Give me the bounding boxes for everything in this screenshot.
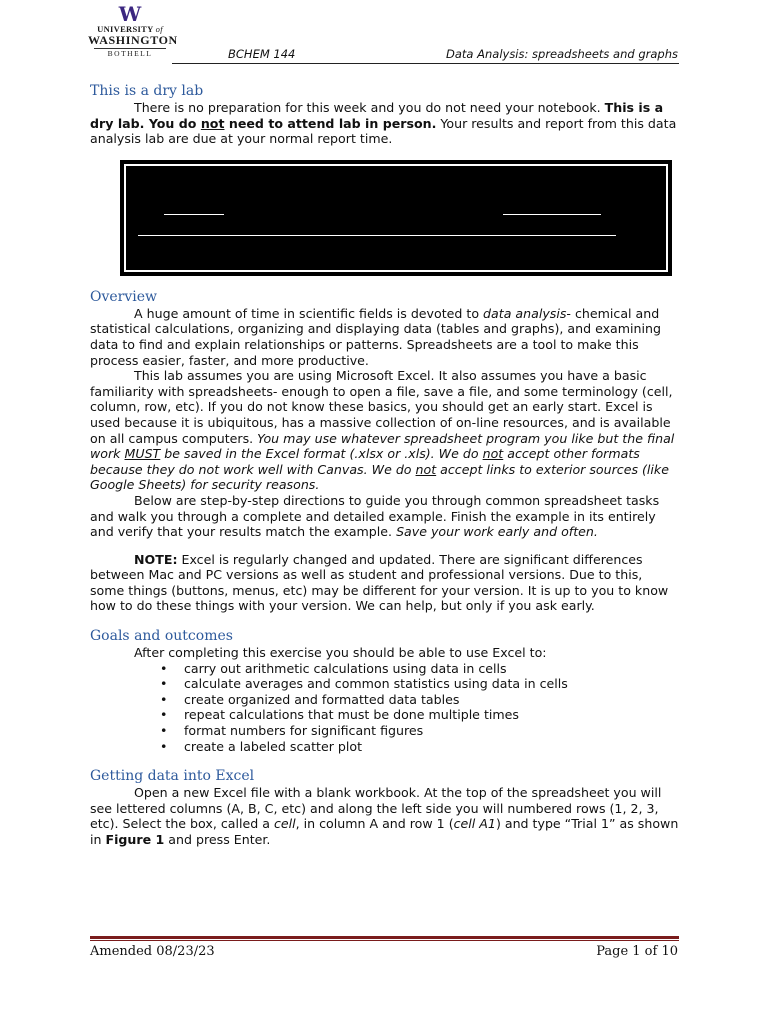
redacted-block-border: [124, 164, 668, 272]
getting-data-text-4: and press Enter.: [164, 832, 271, 847]
getting-data-text-3: ) and type “Trial 1” as shown in: [90, 816, 679, 847]
note-paragraph: [90, 552, 679, 614]
dry-lab-text-3: need to attend lab in person.: [224, 115, 437, 131]
goals-list-item: • calculate averages and common statistics using data in cells: [160, 676, 679, 692]
overview-p2-text-3: be saved in the Excel format (.xlsx or .xls). We do: [160, 446, 483, 462]
heading-overview: Overview: [90, 288, 158, 305]
uw-bothell-logo: [88, 2, 178, 59]
heading-goals: Goals and outcomes: [90, 628, 233, 645]
getting-data-cell-a1-italic: cell A1: [453, 816, 496, 832]
getting-data-figure-ref: Figure 1: [105, 832, 165, 847]
header-course-code: BCHEM 144: [228, 47, 296, 61]
overview-p2-text-4: accept other formats because they do not work well with Canvas. We do: [90, 446, 640, 477]
goals-intro: After completing this exercise you should be able to use Excel to:: [134, 645, 547, 661]
logo-line-bothell: BOTHELL: [94, 48, 166, 59]
goals-list-item: • repeat calculations that must be done multiple times: [160, 707, 679, 723]
goals-list: [90, 661, 679, 755]
overview-paragraph-1: [90, 306, 679, 368]
overview-p2-text-1: This lab assumes you are using Microsoft Excel. It also assumes you have a basic familiarity with spreadsheets- enough to open a file, save a file, and some terminology (cell, column, row, etc). If you do not know these basics, you should get an early start. Excel is used because it is ubiquitous, has a massive collection of on-line resources, and is available on all campus computers.: [90, 368, 673, 446]
getting-data-paragraph: [90, 785, 679, 847]
goals-list-item: • carry out arithmetic calculations using data in cells: [160, 661, 679, 677]
overview-p3-italic: Save your work early and often.: [396, 524, 598, 540]
goals-list-item: • create organized and formatted data tables: [160, 692, 679, 708]
spacer: [90, 754, 679, 767]
redacted-line: [164, 214, 224, 215]
dry-lab-text-4: Your results and report from this data analysis lab are due at your normal report time.: [90, 115, 677, 147]
note-label: NOTE:: [134, 551, 178, 567]
footer-page-number: Page 1 of 10: [596, 944, 678, 959]
header-divider: [172, 63, 679, 64]
spacer: [90, 614, 679, 627]
uw-w-mark-icon: W: [118, 2, 142, 26]
footer-divider-thick: [90, 936, 679, 939]
note-text: Excel is regularly changed and updated. There are significant differences between Mac and PC versions as well as student and professional versions. Due to this, some things (buttons, menus, etc) may be different for your version. It is up to you to know how to do these things with your version. We can help, but only if you ask early.: [90, 551, 669, 614]
header-document-title: Data Analysis: spreadsheets and graphs: [446, 47, 678, 61]
overview-p2-not-2: not: [415, 461, 437, 477]
overview-p2-not-1: not: [482, 446, 504, 462]
getting-data-cell-italic: cell: [273, 816, 296, 832]
goals-list-item: • create a labeled scatter plot: [160, 739, 679, 755]
dry-lab-not-underlined: not: [200, 115, 225, 131]
heading-dry-lab: This is a dry lab: [90, 83, 204, 99]
getting-data-text-1: Open a new Excel file with a blank workbook. At the top of the spreadsheet you will see lettered columns (A, B, C, etc) and along the left side you will numbered rows (1, 2, 3, etc). Select the box, called a: [90, 785, 662, 832]
overview-p1-text-1: A huge amount of time in scientific fields is devoted to: [134, 305, 484, 321]
overview-p2-text-2: You may use whatever spreadsheet program you like but the final work: [90, 430, 675, 462]
footer-divider-thin: [90, 940, 679, 941]
redacted-line: [503, 214, 601, 215]
logo-line-of: of: [155, 24, 163, 34]
overview-p3-text-1: Below are step-by-step directions to guide you through common spreadsheet tasks and walk you through a complete and detailed example. Finish the example in its entirely and verify that your results match the example.: [90, 492, 660, 540]
logo-line-washington: WASHINGTON: [88, 33, 178, 47]
overview-p2-must: MUST: [124, 446, 161, 462]
redacted-block: [120, 160, 672, 276]
overview-p1-italic: data analysis: [483, 305, 567, 321]
redacted-line: [138, 235, 616, 236]
logo-line-university: UNIVERSITY: [97, 24, 154, 34]
overview-p2-text-5: accept links to exterior sources (like Google Sheets) for security reasons.: [90, 461, 669, 493]
overview-p1-text-2: - chemical and statistical calculations, organizing and displaying data (tables and graphs), and examining data to find and explain relationships or patterns. Spreadsheets are a tool to make this process easier, faster, and more productive.: [90, 305, 661, 368]
spacer: [90, 540, 679, 552]
overview-paragraph-3: [90, 493, 679, 540]
document-body: [90, 82, 679, 848]
dry-lab-paragraph: [90, 100, 679, 147]
dry-lab-text-1: There is no preparation for this week and you do not need your notebook.: [134, 100, 605, 115]
overview-paragraph-2: [90, 368, 679, 493]
goals-list-item: • format numbers for significant figures: [160, 723, 679, 739]
getting-data-text-2: , in column A and row 1 (: [295, 816, 454, 832]
heading-getting-data: Getting data into Excel: [90, 768, 255, 785]
footer-amended-date: Amended 08/23/23: [90, 944, 215, 959]
dry-lab-text-2: This is a dry lab. You do: [90, 100, 664, 131]
